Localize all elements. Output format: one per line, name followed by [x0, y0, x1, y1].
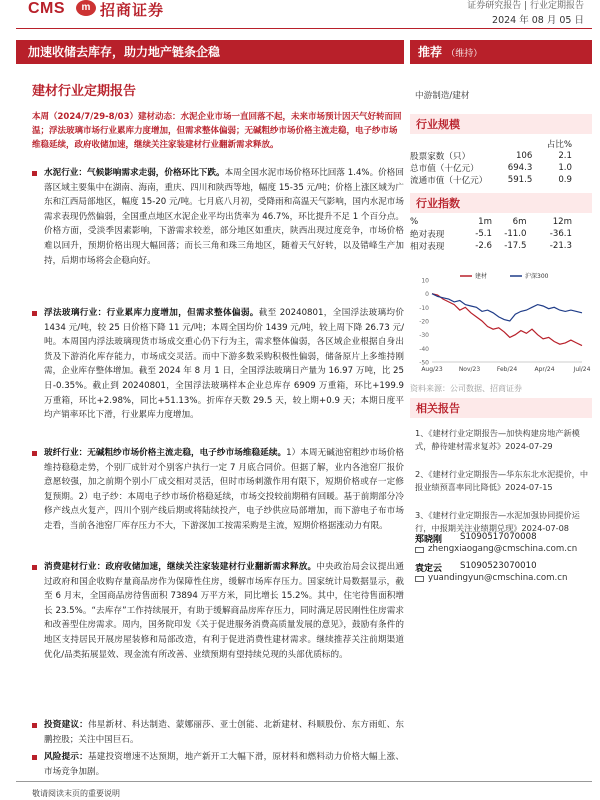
related-title: 相关报告	[416, 402, 460, 415]
x-tick-label: Feb/24	[496, 366, 518, 373]
analyst-email-1[interactable]: zhengxiaogang@cmschina.com.cn	[428, 544, 578, 554]
section-cement	[32, 166, 404, 268]
report-subtitle: 建材行业定期报告	[32, 84, 137, 99]
section-body: 基建投资增速不达预期，地产新开工大幅下滑，原材料和燃料动力价格大幅上涨、市场竞争加剧。	[44, 752, 404, 777]
report-date: 2024 年 08 月 05 日	[492, 15, 584, 26]
rating-badge	[410, 40, 592, 64]
analyst-name-1: 郑晓刚	[415, 535, 443, 545]
rating-sub: （维持）	[446, 49, 483, 59]
related-report-1[interactable]: 1、《建材行业定期报告—加快构建房地产新模式，静待建材需求复苏》2024-07-29	[415, 428, 580, 451]
brand-logo-chinese: 招商证券	[100, 1, 165, 19]
section-lead: 消费建材行业：政府收储加速，继续关注家装建材行业翻新需求释放。	[44, 562, 317, 572]
brand-logo-latin: CMS	[28, 0, 66, 17]
section-lead: 浮法玻璃行业：行业累库力度增加，但需求整体偏弱。	[44, 308, 259, 318]
section-body: 伟星新材、科达制造、蒙娜丽莎、亚士创能、北新建材、科顺股份、东方雨虹、东鹏控股；关注中国巨石。	[44, 720, 404, 745]
y-tick-label: -10	[419, 304, 429, 312]
related-header	[410, 398, 592, 418]
table-row: 总市值（十亿元） 694.3 1.0	[410, 163, 572, 174]
y-tick-label: -40	[419, 345, 429, 353]
table-row: 流通市值（十亿元） 591.5 0.9	[410, 175, 572, 186]
section-lead: 玻纤行业：无碱粗纱市场价格主流走稳，电子纱市场维稳延续。	[44, 448, 287, 458]
bullet-icon	[32, 311, 37, 316]
bullet-icon	[32, 171, 37, 176]
footer-divider	[16, 781, 592, 782]
brand-logo-badge: m	[76, 0, 96, 16]
section-float-glass	[32, 306, 404, 423]
x-tick-label: Jul/24	[573, 366, 591, 373]
section-consumer-materials	[32, 560, 404, 662]
index-title: 行业指数	[416, 197, 460, 210]
x-tick-label: Aug/23	[421, 366, 443, 373]
chart-source: 资料来源：公司数据、招商证券	[410, 384, 522, 393]
header-divider	[16, 28, 592, 29]
legend-label: 建材	[475, 273, 488, 280]
report-title: 加速收储去库存，助力地产链条企稳	[16, 40, 404, 64]
related-report-2[interactable]: 2、《建材行业定期报告—华东东北水泥提价，中报业绩预喜率同比降低》2024-07-15	[415, 469, 589, 492]
scale-unit: 占比%	[546, 140, 572, 150]
section-body: 1）本周无碱池窑粗纱市场价格维持稳稳走势，个别厂成针对个别客户执行一定 7 月底合同价。但据了解，业内各池窑厂报价意愿较强，加之前期个别小厂成交相对灵活，但时市场刺激作用有限下，短期价格或存一定修复预期。2）电子纱：本周电子纱市场价格稳延续，市场交投较前期稍有回暖。基于前期部分冷修产线点火复产，四川个别产线后期或将陆续投产，电子纱供应局部增加，而下游电子布市场走看，当前各池窑厂库存压力不大，下游深加工按需采购是主流，短期价格据涨动力有限。	[44, 448, 404, 531]
section-investment-advice	[32, 718, 404, 747]
scale-header	[410, 114, 592, 134]
y-tick-label: -50	[419, 359, 429, 367]
bullet-icon	[32, 723, 37, 728]
analyst-id-1: S1090517070008	[460, 532, 537, 542]
y-tick-label: -30	[419, 332, 429, 340]
rating-main: 推荐	[418, 45, 443, 59]
x-tick-label: Nov/23	[458, 366, 481, 373]
y-tick-label: -20	[419, 318, 429, 326]
industry-category: 中游制造/建材	[415, 91, 470, 101]
scale-title: 行业规模	[416, 118, 460, 131]
analyst-id-2: S1090523070010	[460, 561, 537, 571]
related-report-3[interactable]: 3、《建材行业定期报告—水泥加强协同提价运行，中报期关注业绩期兑现》2024-07-08	[415, 510, 580, 533]
report-type: 证券研究报告 | 行业定期报告	[467, 1, 584, 11]
table-row: 绝对表现 -5.1 -11.0 -36.1	[410, 229, 572, 240]
section-lead: 水泥行业：气候影响需求走弱，价格环比下跌。	[44, 168, 225, 178]
bullet-icon	[32, 565, 37, 570]
footer-note: 敬请阅读末页的重要说明	[32, 789, 120, 798]
section-risk	[32, 750, 404, 779]
section-lead: 投资建议：	[44, 720, 88, 730]
index-chart	[410, 270, 592, 380]
table-row: 股票家数（只） 106 2.1	[410, 151, 572, 162]
section-glass-fiber	[32, 446, 404, 534]
series-line	[432, 294, 582, 321]
table-row: 相对表现 -2.6 -17.5 -21.3	[410, 241, 572, 252]
index-header	[410, 193, 592, 213]
y-tick-label: 0	[425, 291, 429, 299]
section-lead: 风险提示：	[44, 752, 88, 762]
section-body: 截至 20240801，全国浮法玻璃均价 1434 元/吨，较 25 日价格下降 11 元/吨；本周全国均价 1439 元/吨，较上周下降 26.73 元/吨。本周国内浮法玻璃现货市场成交重心仍下行为主，需求整体偏弱，各区域企业根据自身出货及下游消化库存能力，市场成交灵活。而中下游多数采购积极性偏弱，储备原片上多维持刚需，企业库存整体增加。截至 2024 年 8 月 1 日，全国浮法玻璃日产量为 16.97 万吨，比 25 日-0.35%。截止到 20240801，全国浮法玻璃样本企业总库存 6909 万重箱，环比+199.9 万重箱，环比+2.98%，同比+51.13%。折库存天数 29.5 天，较上期+0.9 天；本期日度平均产销率环比下滑，行业累库力度增加。	[44, 308, 404, 421]
index-table: % 1m 6m 12m 绝对表现 -5.1 -11.0 -36.1 相对表现 -2.6 -17.5 -21.3	[410, 216, 592, 252]
section-body: 中央政治局会议提出通过政府和国企收购存量商品房作为保障性住房，缓解市场库存压力。国家统计局数据显示，截至 6 月末，全国商品房待售面积 73894 万平方米，同比增长 15.2%。其中，住宅待售面积增长 23.5%。“去库存”工作持续展开，有助于缓解商品房库存压力，同时满足居民刚性住房需求和改善型住房需求。周内，国务院印发《关于促进服务消费高质量发展的意见》，鼓励有条件的地区支持居民开展房屋装修和局部改造，有利于促进消费性建材需求。继续推荐关注前期渠道优化/品类拓展显效、现金流有所改善、业绩预期有望持续兑现的头部优质标的。	[44, 562, 404, 660]
mail-icon	[415, 547, 424, 553]
summary-text: 本周（2024/7/29-8/03）建材动态：水泥企业市场一直回落不起，未来市场预计因天气好转而回温；浮法玻璃市场行业累库力度增加，但需求整体偏弱；无碱粗纱市场价格主流走稳，电子纱市场维稳延续，政府收储加速，继续关注家装建材行业翻新需求释放。	[32, 112, 402, 150]
y-tick-label: 10	[421, 277, 429, 285]
legend-label: 沪深300	[525, 273, 549, 280]
mail-icon	[415, 576, 424, 582]
x-tick-label: Apr/24	[534, 366, 555, 373]
bullet-icon	[32, 755, 37, 760]
analyst-email-2[interactable]: yuandingyun@cmschina.com.cn	[428, 573, 568, 583]
analyst-name-2: 袁定云	[415, 564, 443, 574]
bullet-icon	[32, 451, 37, 456]
section-body: 本周全国水泥市场价格环比回落 1.4%。价格回落区域主要集中在湖南、海南，重庆、四川和陕西等地，幅度 15-35 元/吨；价格上涨区域为广东和江西局部地区，幅度 15-20 元/吨。七月底八月初，受降雨和高温天气影响，国内水泥市场需求表现仍然偏弱，全国重点地区水泥企业平均出货率为 46.7%，环比提升不足 1 个百分点。价格方面，受淡季因素影响，下游需求较差，部分地区如重庆，陕西出现过度竞争，市场价格难以回升，预期价格出现大幅回落；而长三角和珠三角地区，随着天气好转，以及错峰生产加持，后期市场将会企稳向好。	[44, 168, 404, 266]
scale-table	[410, 138, 592, 186]
